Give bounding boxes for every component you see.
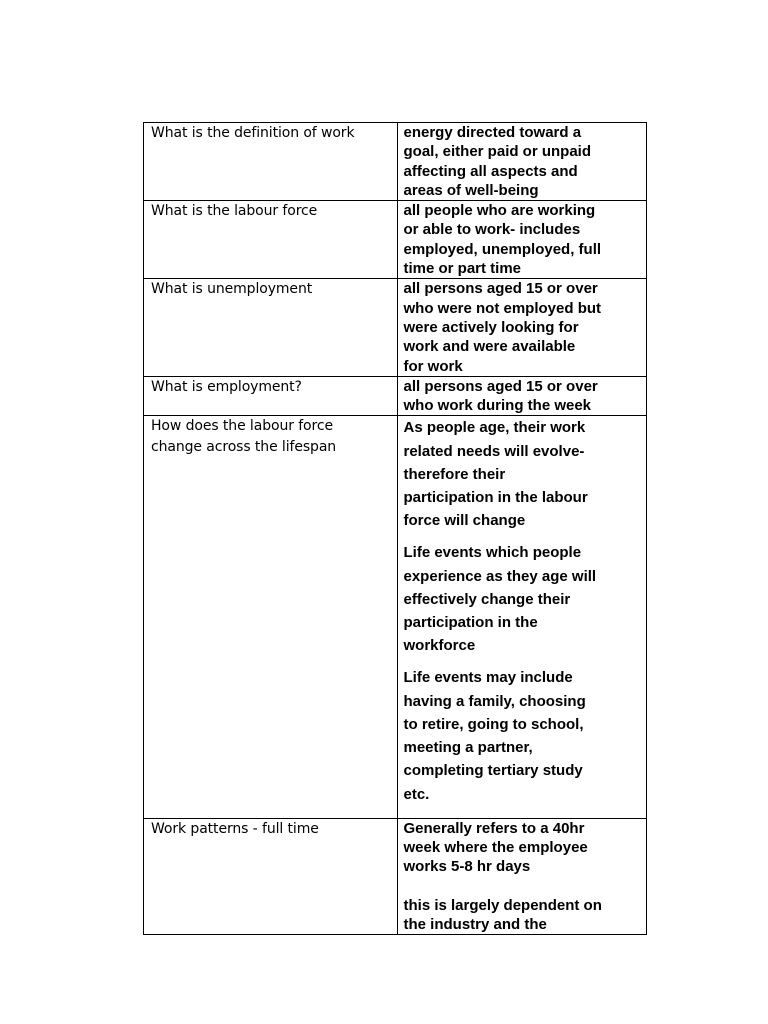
answer-line: experience as they age will <box>403 567 597 585</box>
answer-paragraph <box>404 416 643 532</box>
answer-line: for work <box>403 357 463 375</box>
question-cell <box>144 201 398 279</box>
answer-text <box>398 377 647 416</box>
answer-line: who were not employed but <box>403 299 602 317</box>
answer-line: this is largely dependent on <box>403 896 602 914</box>
answer-line: work and were available <box>403 338 576 356</box>
answer-line: effectively change their <box>403 590 571 608</box>
question-text: What is the labour force <box>151 203 318 220</box>
answer-cell <box>397 279 647 376</box>
table-row <box>144 416 647 818</box>
answer-line: energy directed toward a <box>403 124 582 141</box>
question-text <box>144 416 397 458</box>
answer-line: employed, unemployed, full <box>403 240 602 258</box>
answer-line: all people who are working <box>403 202 596 220</box>
answer-line: Life events may include <box>403 669 573 687</box>
question-text: Work patterns - full time <box>151 820 319 837</box>
answer-text <box>398 819 647 934</box>
table-row <box>144 818 647 934</box>
answer-text <box>398 123 647 200</box>
answer-line: force will change <box>403 512 526 530</box>
answer-line: participation in the <box>403 614 538 632</box>
answer-line: affecting all aspects and <box>403 162 578 180</box>
answer-cell <box>397 376 647 416</box>
answer-line: time or part time <box>403 260 522 278</box>
answer-line: etc. <box>403 785 430 803</box>
answer-paragraph <box>404 666 643 805</box>
paragraph-gap <box>404 877 643 896</box>
answer-line: all persons aged 15 or over <box>403 280 598 298</box>
answer-line: all persons aged 15 or over <box>403 377 598 395</box>
answer-line: the industry and the <box>403 915 547 933</box>
question-cell <box>144 123 398 201</box>
question-line: change across the lifespan <box>151 439 337 456</box>
answer-line: works 5-8 hr days <box>403 858 531 876</box>
answer-paragraph <box>404 541 643 657</box>
table-row <box>144 201 647 279</box>
answer-line: Life events which people <box>403 544 582 562</box>
answer-text <box>398 416 647 817</box>
question-text: What is unemployment <box>151 281 313 298</box>
answer-line: related needs will evolve- <box>403 442 585 460</box>
answer-cell <box>397 123 647 201</box>
question-text: What is the definition of work <box>151 125 355 141</box>
answer-line: As people age, their work <box>403 419 586 437</box>
answer-line: completing tertiary study <box>403 762 583 780</box>
answer-line: having a family, choosing <box>403 692 586 710</box>
answer-text <box>398 201 647 278</box>
answer-line: meeting a partner, <box>403 739 533 757</box>
answer-line: were actively looking for <box>403 318 579 336</box>
answer-cell <box>397 818 647 934</box>
answer-line: areas of well-being <box>403 181 539 199</box>
answer-line: or able to work- includes <box>403 221 581 239</box>
table-row <box>144 279 647 376</box>
answer-line: to retire, going to school, <box>403 715 584 733</box>
answer-text <box>398 279 647 375</box>
question-line: How does the labour force <box>151 418 333 435</box>
answer-line: Generally refers to a 40hr <box>403 819 585 837</box>
question-cell <box>144 416 398 818</box>
answer-line: participation in the labour <box>403 489 588 507</box>
answer-line: therefore their <box>403 465 506 483</box>
answer-line: who work during the week <box>403 397 592 415</box>
question-cell <box>144 818 398 934</box>
qa-table <box>143 122 647 935</box>
answer-line: workforce <box>403 637 476 655</box>
table-row <box>144 123 647 201</box>
question-text: What is employment? <box>151 378 302 395</box>
answer-line: goal, either paid or unpaid <box>403 143 592 161</box>
answer-cell <box>397 416 647 818</box>
question-cell <box>144 279 398 376</box>
table-row <box>144 376 647 416</box>
answer-cell <box>397 201 647 279</box>
answer-line: week where the employee <box>403 839 588 856</box>
question-cell <box>144 376 398 416</box>
